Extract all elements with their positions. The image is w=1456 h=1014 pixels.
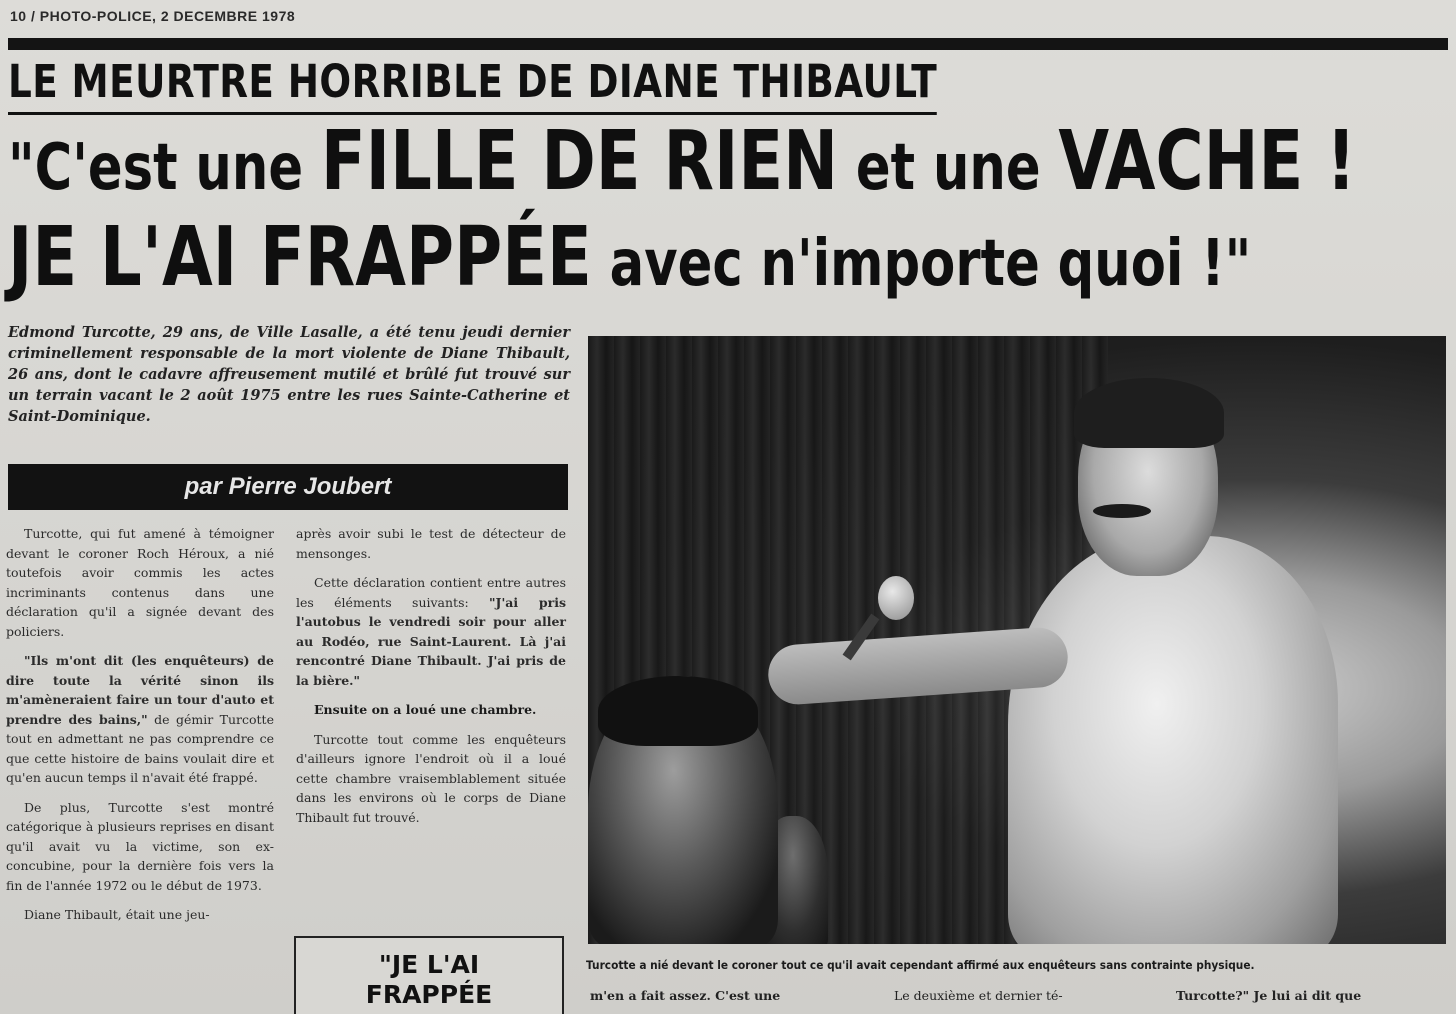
column-4-start: Le deuxième et dernier té- xyxy=(894,988,1063,1003)
photo-microphone xyxy=(878,576,914,620)
paragraph xyxy=(6,651,274,788)
page-folio: 10 / PHOTO-POLICE, 2 DECEMBRE 1978 xyxy=(10,8,296,24)
photo-caption: Turcotte a nié devant le coroner tout ce qu'il avait cependant affirmé aux enquêteurs sans contrainte physique. xyxy=(586,958,1255,972)
headline-part: VACHE ! xyxy=(1058,114,1357,209)
photo-listener-hair xyxy=(598,676,758,746)
paragraph: Diane Thibault, était une jeu- xyxy=(24,907,210,922)
byline-bar: par Pierre Joubert xyxy=(8,464,568,510)
article-photo xyxy=(588,336,1446,944)
headline-part: FILLE DE RIEN xyxy=(320,114,839,209)
photo-speaker-shirt xyxy=(1008,536,1338,944)
paragraph xyxy=(296,573,566,690)
paragraph: De plus, Turcotte s'est montré catégorique à plusieurs reprises en disant qu'il avait vu la victime, son ex-concubine, pour la dernière fois vers la fin de l'année 1972 ou le début de 1973. xyxy=(6,799,274,893)
paragraph-text: de gémir Turcotte tout en admettant ne pas comprendre ce que cette histoire de bains voulait dire et qu'en aucun temps il n'avait été frappé. xyxy=(6,711,274,785)
column-5-start: Turcotte?" Je lui ai dit que xyxy=(1176,988,1362,1003)
headline-part: "C'est une xyxy=(8,131,321,205)
top-rule xyxy=(8,38,1448,50)
photo-speaker-hair xyxy=(1074,378,1224,448)
article-lede: Edmond Turcotte, 29 ans, de Ville Lasalle, a été tenu jeudi dernier criminellement responsable de la mort violente de Diane Thibault, 26 ans, dont le cadavre affreusement mutilé et brûlé fut trouvé sur un terrain vacant le 2 août 1975 entre les rues Sainte-Catherine et Saint-Dominique. xyxy=(8,324,570,425)
article-kicker: LE MEURTRE HORRIBLE DE DIANE THIBAULT xyxy=(8,54,937,115)
paragraph-text: Cette déclaration contient entre autres les éléments suivants: xyxy=(296,575,566,610)
headline-part: JE L'AI FRAPPÉE xyxy=(8,210,592,305)
pull-quote-box xyxy=(294,936,564,1014)
headline-line-1 xyxy=(8,114,1356,210)
quote-bold: "J'ai pris l'autobus le vendredi soir pour aller au Rodéo, rue Saint-Laurent. Là j'ai rencontré Diane Thibault. J'ai pris de la bière." xyxy=(296,594,566,688)
headline-line-2 xyxy=(8,210,1356,306)
text-column-1 xyxy=(6,524,274,935)
pull-quote-line: "JE L'AI xyxy=(378,950,480,979)
headline-part: et une xyxy=(838,131,1059,205)
article-headline xyxy=(8,114,1356,306)
paragraph: Turcotte, qui fut amené à témoigner devant le coroner Roch Héroux, a nié toutefois avoir commis les actes incriminants contenus dans une déclaration qu'il a signée devant des policiers. xyxy=(6,526,274,639)
paragraph: Turcotte tout comme les enquêteurs d'ailleurs ignore l'endroit où il a loué cette chambre vraisemblablement située dans les environs où le corps de Diane Thibault fut trouvé. xyxy=(296,731,566,825)
headline-part: avec n'importe quoi !" xyxy=(591,227,1252,301)
column-3-start: m'en a fait assez. C'est une xyxy=(590,988,781,1003)
photo-speaker-mustache xyxy=(1093,504,1151,518)
pull-quote-line: FRAPPÉE xyxy=(365,980,493,1009)
text-column-2 xyxy=(296,524,566,837)
quote-bold: "Ils m'ont dit (les enquêteurs) de dire toute la vérité sinon ils m'amèneraient faire un tour d'auto et prendre des bains," xyxy=(6,653,274,727)
paragraph: après avoir subi le test de détecteur de mensonges. xyxy=(296,526,566,561)
paragraph: Ensuite on a loué une chambre. xyxy=(314,702,537,717)
